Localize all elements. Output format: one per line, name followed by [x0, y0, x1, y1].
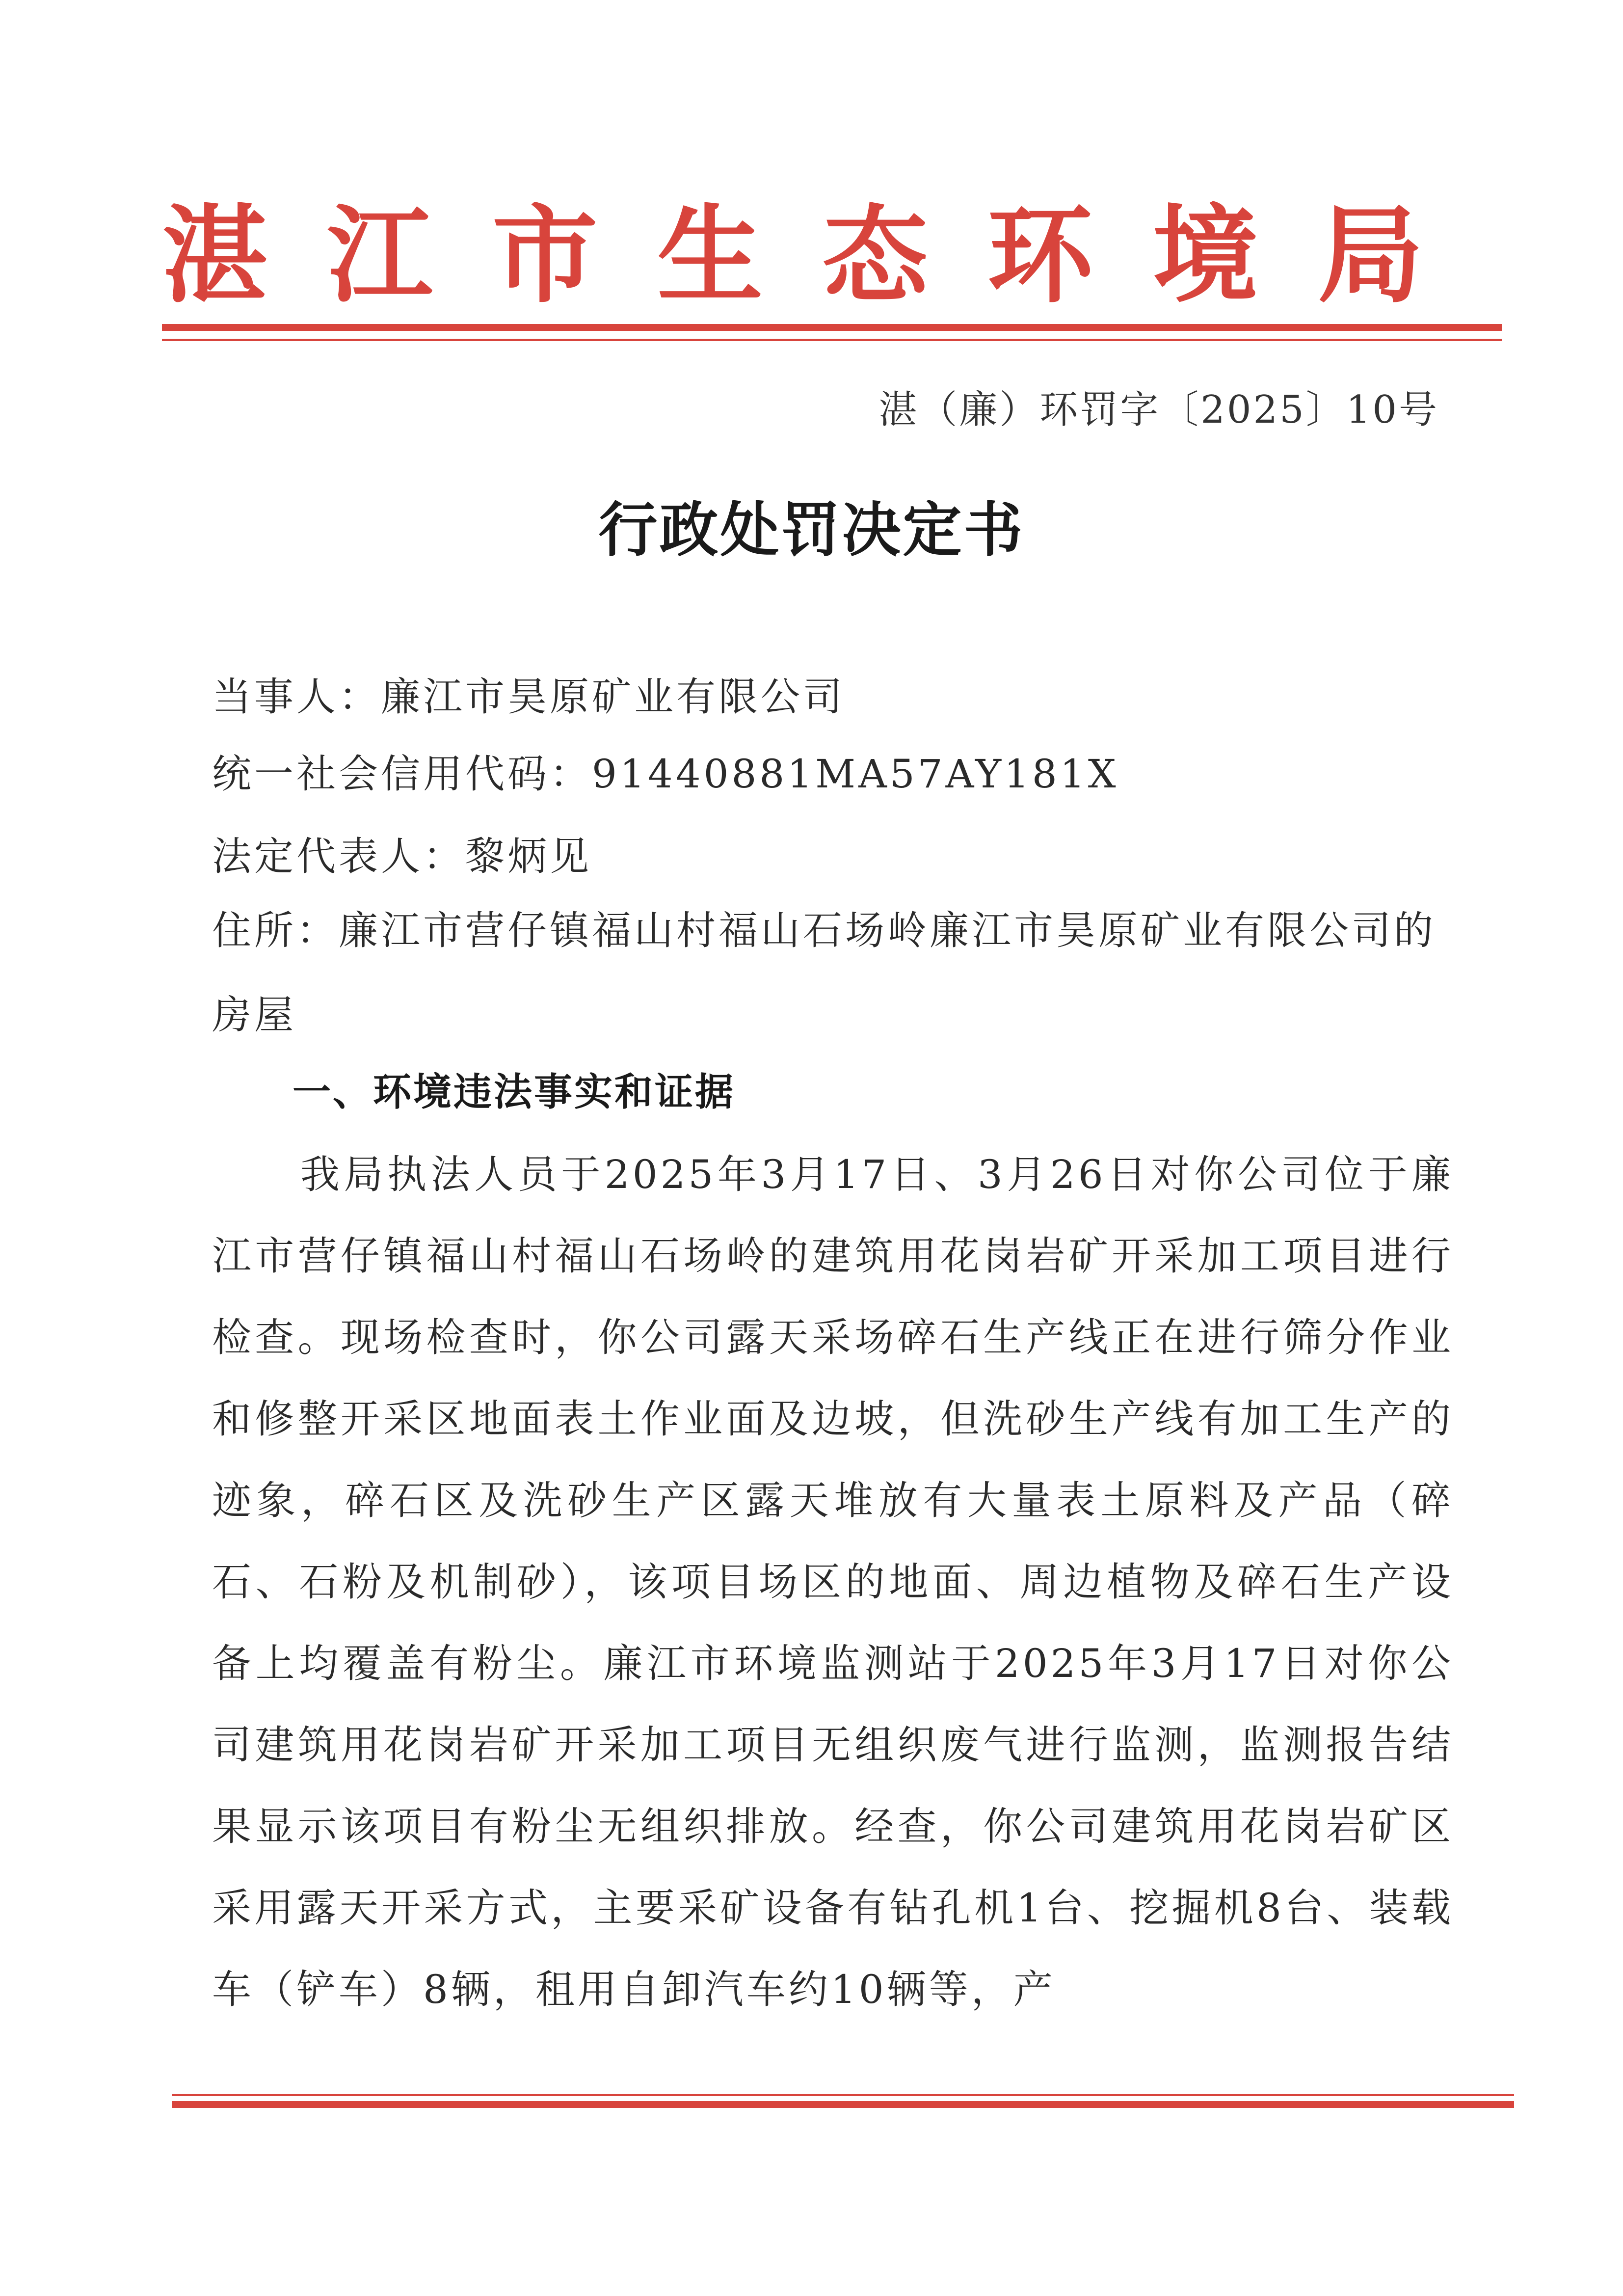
party-name: 当事人：廉江市昊原矿业有限公司 [212, 674, 845, 720]
agency-char: 生 [657, 193, 763, 317]
section-heading: 一、环境违法事实和证据 [293, 1070, 736, 1114]
document-title: 行政处罚决定书 [598, 495, 1025, 565]
header-rule-thin [162, 339, 1502, 341]
agency-char: 境 [1152, 193, 1258, 317]
agency-char: 江 [327, 193, 433, 317]
agency-char: 湛 [162, 193, 267, 317]
agency-char: 局 [1317, 193, 1423, 317]
footer-rule-thin [172, 2094, 1514, 2096]
facts-paragraph: 我局执法人员于2025年3月17日、3月26日对你公司位于廉江市营仔镇福山村福山石场岭的建筑用花岗岩矿开采加工项目进行检查。现场检查时，你公司露天采场碎石生产线正在进行筛分作业和修整开采区地面表土作业面及边坡，但洗砂生产线有加工生产的迹象，碎石区及洗砂生产区露天堆放有大量表土原料及产品（碎石、石粉及机制砂），该项目场区的地面、周边植物及碎石生产设备上均覆盖有粉尘。廉江市环境监测站于2025年3月17日对你公司建筑用花岗岩矿开采加工项目无组织废气进行监测，监测报告结果显示该项目有粉尘无组织排放。经查，你公司建筑用花岗岩矿区采用露天开采方式，主要采矿设备有钻孔机1台、挖掘机8台、装载车（铲车）8辆，租用自卸汽车约10辆等，产 [212, 1152, 1454, 2012]
agency-char: 态 [822, 193, 928, 317]
agency-char: 市 [492, 193, 598, 317]
party-address: 住所：廉江市营仔镇福山村福山石场岭廉江市昊原矿业有限公司的房屋 [212, 908, 1436, 1038]
agency-letterhead [162, 194, 1423, 317]
document-number: 湛（廉）环罚字〔2025〕10号 [878, 388, 1439, 432]
legal-representative: 法定代表人：黎炳见 [212, 834, 592, 879]
header-rule-thick [162, 324, 1502, 331]
agency-char: 环 [987, 193, 1093, 317]
footer-rule-thick [172, 2101, 1514, 2108]
credit-code: 统一社会信用代码：91440881MA57AY181X [212, 751, 1119, 797]
